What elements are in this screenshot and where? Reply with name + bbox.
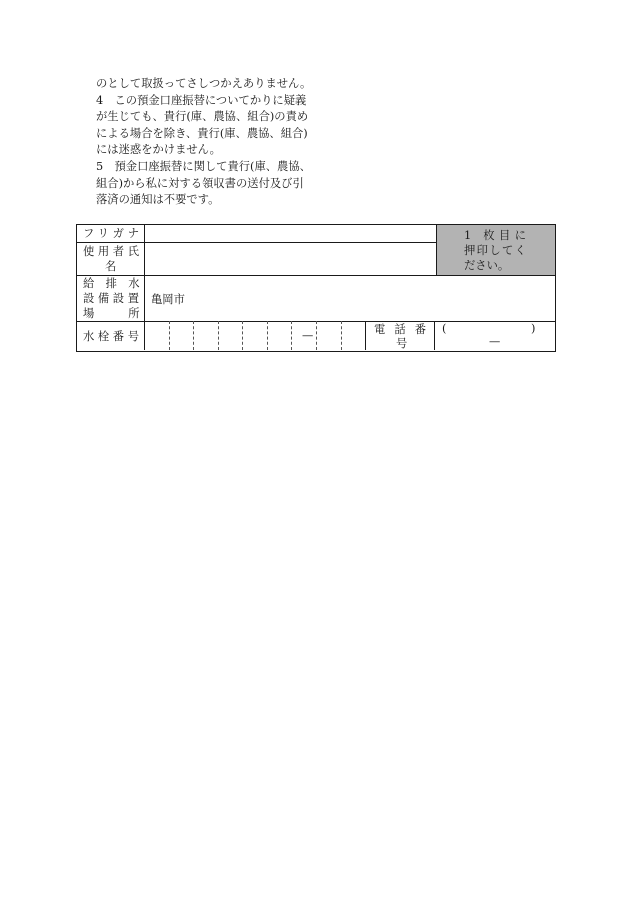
location-field[interactable] [145,276,555,321]
seal-note: 1 枚 目 に [464,229,526,242]
phone-paren-close: ) [531,322,536,335]
terms-line: には迷惑をかけません。 [96,143,221,157]
user-info-form [76,224,556,352]
terms-line: のとして取扱ってさしつかえありません。 [96,77,312,90]
location-label: 設備設置 [83,292,139,305]
terms-line: 落済の通知は不要です。 [96,193,220,207]
terms-line: 5 預金口座振替に関して貴行(庫、農協、 [96,159,311,173]
terms-line: 4 この預金口座振替についてかりに疑義 [96,93,307,107]
terms-paragraph [96,76,336,209]
furigana-label: フリガナ [83,227,139,240]
seal-note: 押印してく [464,244,526,257]
furigana-field[interactable] [145,225,435,242]
terms-line: 組合)から私に対する領収書の送付及び引 [96,176,304,190]
user-name-label: 名 [105,260,117,273]
phone-field[interactable] [435,322,555,350]
user-name-field[interactable] [145,243,435,275]
phone-label: 電 話 番 [374,323,426,336]
location-label: 場 所 [83,307,140,320]
location-label: 給 排 水 [83,277,140,290]
meter-number-label: 水 栓 番 号 [83,330,139,343]
phone-separator: — [489,335,501,348]
meter-number-separator: — [302,329,314,342]
terms-line: による場合を除き、貴行(庫、農協、組合) [96,126,308,140]
user-name-label: 使 用 者 氏 [83,245,139,258]
meter-number-field[interactable] [145,322,365,350]
phone-label: 号 [396,337,408,350]
terms-line: が生じても、貴行(庫、農協、組合)の責め [96,110,309,124]
location-value: 亀岡市 [151,293,185,306]
phone-paren-open: ( [442,322,447,335]
seal-note: ださい。 [464,259,510,272]
